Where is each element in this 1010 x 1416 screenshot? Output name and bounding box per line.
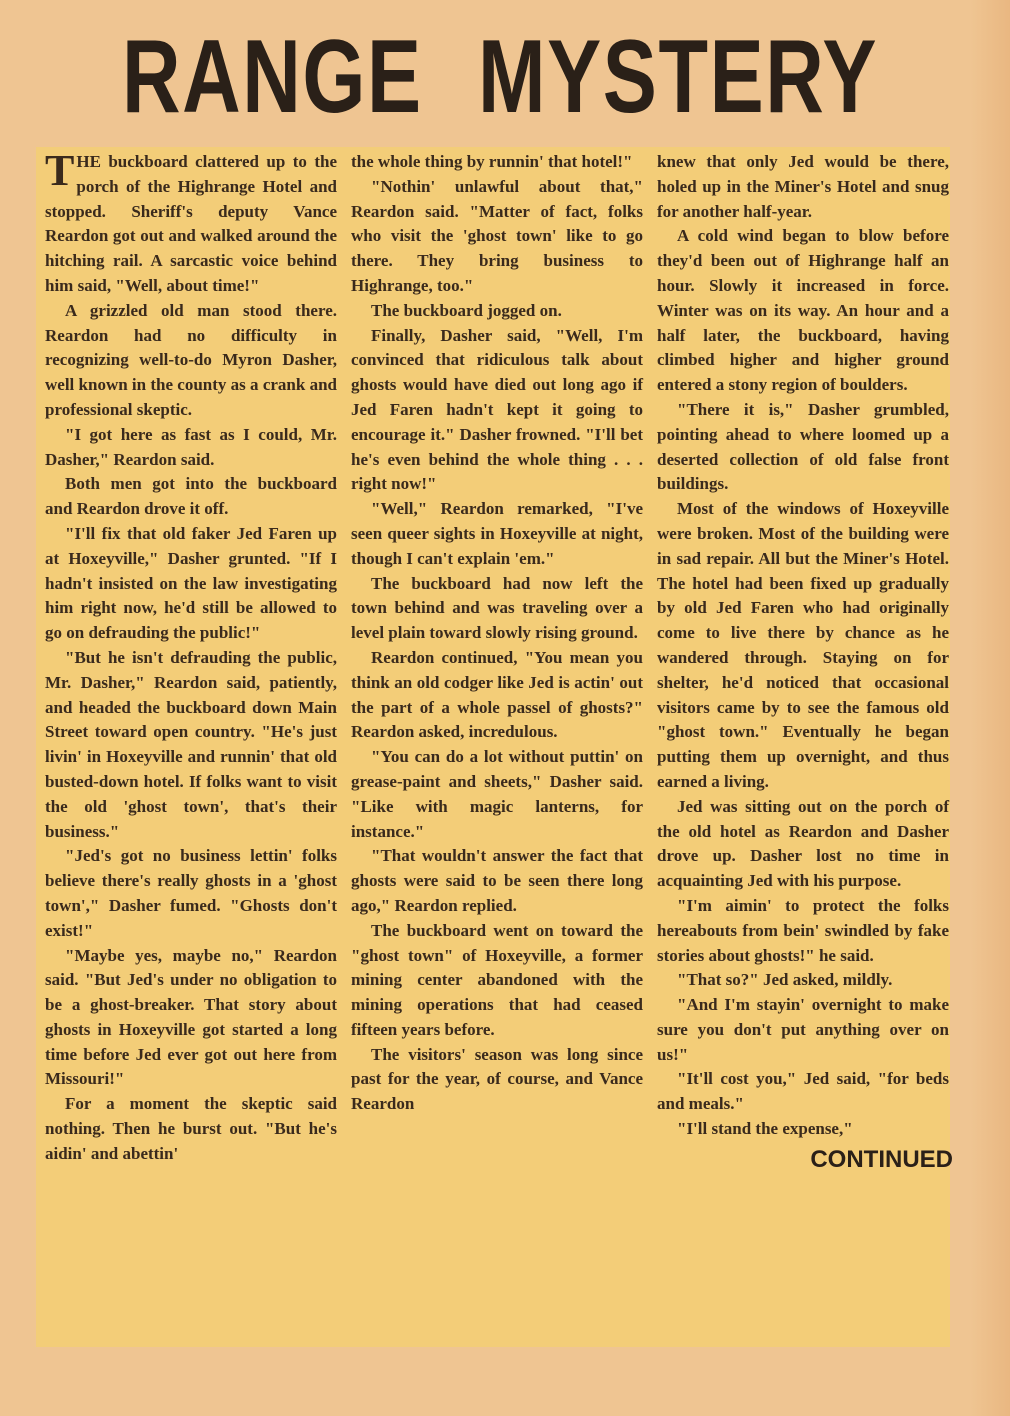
column-1-body xyxy=(45,146,337,1167)
story-paragraph: The buckboard had now left the town behind and was traveling over a level plain toward slowly rising ground. xyxy=(351,573,643,643)
story-paragraph: The buckboard went on toward the "ghost town" of Hoxeyville, a former mining center abandoned with the mining operations that had ceased fifteen years before. xyxy=(351,920,643,1039)
story-paragraph: "That wouldn't answer the fact that ghosts were said to be seen there long ago," Reardon replied. xyxy=(351,846,643,915)
story-paragraph: "I'll stand the expense," xyxy=(677,1119,853,1139)
story-paragraph: "That so?" Jed asked, mildly. xyxy=(677,970,893,990)
column-2-body xyxy=(351,150,643,1117)
story-paragraph: Finally, Dasher said, "Well, I'm convinced that ridiculous talk about ghosts would have died out long ago if Jed Faren hadn't kept it going to encourage it." Dasher frowned. "I'll bet he's even behind the whole thing . . . right now!" xyxy=(351,325,643,494)
paragraph-text: HE buckboard clattered up to the porch of the Highrange Hotel and stopped. Sheriff's deputy Vance Reardon got out and walked around the hitching rail. A sarcastic voice behind him said, "Well, about time!" xyxy=(45,152,337,295)
story-paragraph: "You can do a lot without puttin' on grease-paint and sheets," Dasher said. "Like with magic lanterns, for instance." xyxy=(351,747,643,841)
story-paragraph: "And I'm stayin' overnight to make sure you don't put anything over on us!" xyxy=(657,995,949,1064)
story-paragraph: "Well," Reardon remarked, "I've seen queer sights in Hoxeyville at night, though I can't explain 'em." xyxy=(351,499,643,568)
story-paragraph: "Nothin' unlawful about that," Reardon said. "Matter of fact, folks who visit the 'ghost town' like to go there. They bring business to Highrange, too." xyxy=(351,176,643,295)
text-column-2 xyxy=(351,150,643,1117)
story-paragraph: The visitors' season was long since past for the year, of course, and Vance Reardon xyxy=(351,1044,643,1114)
column-3-body xyxy=(657,150,949,1142)
drop-cap: T xyxy=(45,146,75,195)
story-paragraph: "There it is," Dasher grumbled, pointing ahead to where loomed up a deserted collection of old false front buildings. xyxy=(657,399,949,494)
story-paragraph: Jed was sitting out on the porch of the old hotel as Reardon and Dasher drove up. Dasher lost no time in acquainting Jed with his purpose. xyxy=(657,796,949,891)
story-paragraph: The buckboard jogged on. xyxy=(371,300,562,320)
story-paragraph: Reardon continued, "You mean you think an old codger like Jed is actin' out the part of a whole passel of ghosts?" Reardon asked, incredulous. xyxy=(351,647,643,742)
story-paragraph: knew that only Jed would be there, holed up in the Miner's Hotel and snug for another half-year. xyxy=(657,152,949,221)
story-paragraph: A grizzled old man stood there. Reardon had no difficulty in recognizing well-to-do Myron Dasher, well known in the county as a crank and professional skeptic. xyxy=(45,300,337,419)
story-paragraph: "But he isn't defrauding the public, Mr. Dasher," Reardon said, patiently, and headed the buckboard down Main Street toward open country. "He's just livin' in Hoxeyville and runnin' that old busted-down hotel. If folks want to visit the old 'ghost town', that's their business." xyxy=(45,647,337,841)
story-paragraph: the whole thing by runnin' that hotel!" xyxy=(351,152,633,171)
story-paragraph: "I'll fix that old faker Jed Faren up at Hoxeyville," Dasher grunted. "If I hadn't insisted on the law investigating him right now, he'd still be allowed to go on defrauding the public!" xyxy=(45,523,337,643)
story-paragraph: Both men got into the buckboard and Reardon drove it off. xyxy=(45,474,337,519)
story-paragraph: "It'll cost you," Jed said, "for beds and meals." xyxy=(657,1069,949,1114)
story-paragraph xyxy=(45,146,337,299)
story-paragraph: "Jed's got no business lettin' folks believe there's really ghosts in a 'ghost town'," Dasher fumed. "Ghosts don't exist!" xyxy=(45,846,337,940)
story-paragraph: "I'm aimin' to protect the folks hereabouts from bein' swindled by fake stories about ghosts!" he said. xyxy=(657,895,949,965)
story-paragraph: "I got here as fast as I could, Mr. Dasher," Reardon said. xyxy=(45,424,337,469)
continued-label: CONTINUED xyxy=(810,1145,953,1173)
story-paragraph: "Maybe yes, maybe no," Reardon said. "But Jed's under no obligation to be a ghost-breaker. That story about ghosts in Hoxeyville got started a long time before Jed ever got out here from Missouri!" xyxy=(45,945,337,1089)
text-column-3 xyxy=(657,150,953,1174)
text-column-1 xyxy=(45,146,337,1167)
story-paragraph: Most of the windows of Hoxeyville were broken. Most of the building were in sad repair. All but the Miner's Hotel. The hotel had been fixed up gradually by old Jed Faren who had originally come to live there by chance as he wandered through. Staying on for shelter, he'd noticed that occasional visitors came by to see the famous old "ghost town." Eventually he began putting them up overnight, and thus earned a living. xyxy=(657,499,949,791)
story-title: RANGE MYSTERY xyxy=(121,19,879,135)
story-paragraph: For a moment the skeptic said nothing. Then he burst out. "But he's aidin' and abettin' xyxy=(45,1094,337,1163)
story-paragraph: A cold wind began to blow before they'd been out of Highrange half an hour. Slowly it increased in force. Winter was on its way. An hour and a half later, the buckboard, having climbed higher and higher ground entered a stony region of boulders. xyxy=(657,226,949,395)
page-edge xyxy=(970,0,1010,1416)
